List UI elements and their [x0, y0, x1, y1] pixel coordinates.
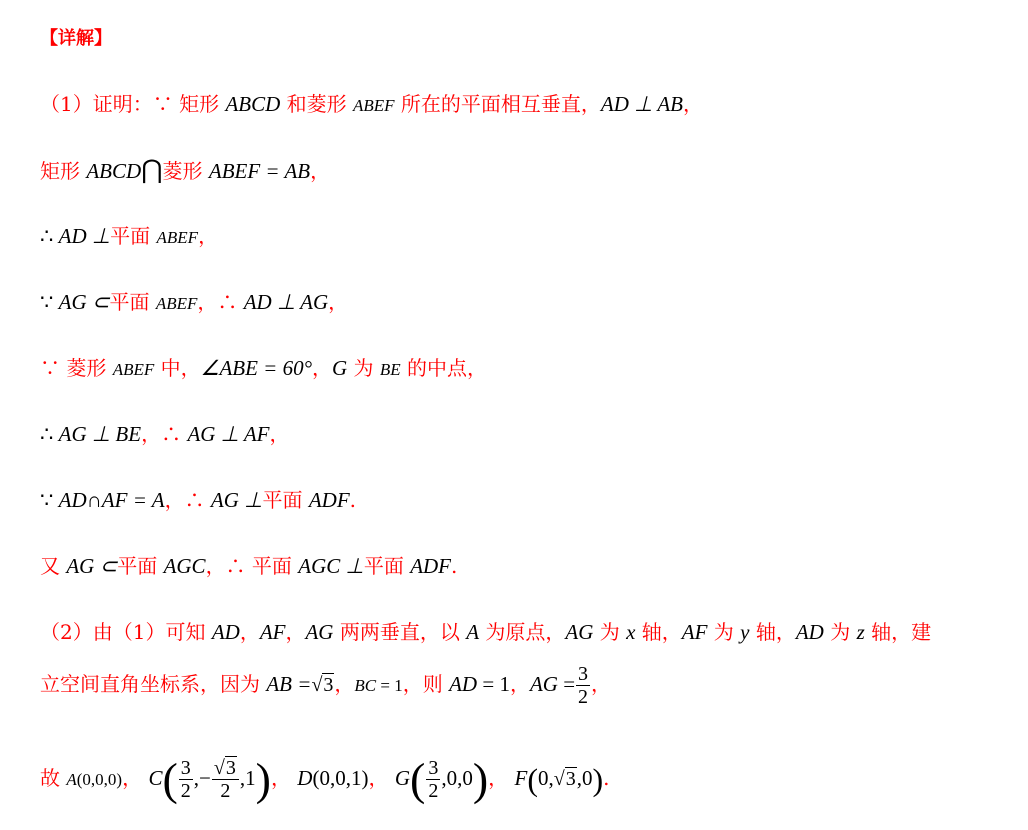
text: （2）由（1）可知: [40, 620, 212, 644]
math: D: [297, 766, 313, 790]
math: AD ⊥: [58, 224, 111, 248]
math: ,1: [239, 766, 256, 790]
sqrt-3: √3: [553, 768, 576, 790]
numerator: 3: [428, 757, 439, 779]
text: 和菱形: [280, 92, 353, 116]
math: AG ⊂: [66, 554, 118, 578]
intersection-symbol: ⋂: [141, 155, 163, 184]
math: ABEF: [155, 294, 198, 313]
line-9: [40, 618, 931, 646]
text: ，: [368, 766, 389, 790]
therefore-symbol: ∴: [40, 422, 59, 446]
fraction: [426, 757, 440, 802]
text: 的中点，: [400, 356, 488, 380]
math: = 1: [477, 672, 510, 696]
numerator: 3: [180, 757, 191, 779]
math: AGC ⊥: [298, 554, 364, 578]
math: AD: [795, 620, 824, 644]
math: y: [740, 620, 750, 644]
numerator: [212, 757, 239, 780]
fraction: [179, 757, 193, 802]
fraction: [212, 757, 239, 802]
text: ，: [334, 672, 355, 696]
radicand: 3: [565, 768, 576, 790]
because-symbol: ∵: [40, 488, 59, 512]
line-3: [40, 222, 218, 252]
math: AG ⊥ AF: [187, 422, 270, 446]
text: ，∴: [141, 422, 188, 446]
math: ADF: [410, 554, 452, 578]
math: AD ⊥ AB: [600, 92, 683, 116]
text: 为: [347, 356, 380, 380]
denominator: 2: [428, 780, 439, 802]
text: 平面: [363, 554, 411, 578]
text: 平面: [110, 224, 157, 248]
text: ，则: [402, 672, 450, 696]
math: =: [557, 672, 576, 696]
fraction: [576, 663, 590, 708]
math: G: [332, 356, 348, 380]
text: 两两垂直，以: [333, 620, 467, 644]
math: ABEF: [156, 228, 199, 247]
math: AD∩AF = A: [58, 488, 165, 512]
math: AF: [259, 620, 286, 644]
because-symbol: ∵: [40, 290, 59, 314]
text: ，: [509, 672, 530, 696]
math: ABEF: [353, 96, 395, 115]
math: (0,0,0): [76, 770, 123, 789]
math: AG: [565, 620, 594, 644]
text: ，: [270, 766, 291, 790]
line-10: [40, 662, 611, 708]
line-1: [40, 90, 703, 120]
math: BE: [379, 360, 401, 379]
math: ,−: [193, 766, 211, 790]
text: 轴，: [749, 620, 796, 644]
sqrt-3: √3: [213, 757, 236, 779]
text: .: [451, 554, 458, 578]
math: A: [466, 620, 480, 644]
math: ABCD: [225, 92, 281, 116]
text: 又: [40, 554, 67, 578]
text: ，: [198, 224, 219, 248]
denominator: 2: [578, 686, 589, 708]
line-11: [40, 750, 610, 808]
math: AF: [681, 620, 708, 644]
denominator: 2: [220, 780, 231, 802]
left-paren: (: [410, 753, 426, 805]
math: AD: [211, 620, 240, 644]
text: ，: [122, 766, 143, 790]
text: .: [603, 766, 610, 790]
text: ，: [682, 92, 703, 116]
math: 0,: [538, 766, 554, 790]
math: AGC: [163, 554, 206, 578]
math: = 1: [376, 676, 403, 695]
math: ,0,0: [441, 766, 473, 790]
math: BC: [354, 676, 377, 695]
text: ，∴: [197, 290, 244, 314]
left-paren: (: [162, 753, 178, 805]
denominator: 2: [180, 780, 191, 802]
text: 矩形: [40, 159, 87, 183]
numerator: 3: [578, 663, 589, 685]
math: G: [394, 766, 410, 790]
math: ABEF = AB: [208, 159, 311, 183]
math: AG ⊥ BE: [58, 422, 142, 446]
math: AD ⊥ AG: [243, 290, 329, 314]
math: x: [626, 620, 636, 644]
math: AG ⊥: [210, 488, 263, 512]
text: .: [349, 488, 357, 512]
left-paren: (: [527, 761, 538, 798]
text: （1）证明：∵ 矩形: [40, 92, 226, 116]
text: 菱形: [162, 159, 209, 183]
text: 中，: [154, 356, 201, 380]
text: ，: [591, 672, 612, 696]
math: ABEF: [112, 360, 155, 379]
text: ，: [269, 422, 290, 446]
text: 轴，: [635, 620, 682, 644]
sqrt-3: √3: [311, 674, 334, 696]
line-8: [40, 552, 457, 580]
text: 为原点，: [479, 620, 566, 644]
math: (0,0,1): [312, 766, 369, 790]
math: AG: [305, 620, 334, 644]
right-paren: ): [592, 761, 604, 798]
text: ，: [312, 356, 333, 380]
text: 所在的平面相互垂直，: [394, 92, 601, 116]
line-2: [40, 156, 330, 185]
math: AD: [449, 672, 478, 696]
line-5: [40, 354, 487, 384]
right-paren: ): [472, 753, 489, 805]
section-heading: 【详解】: [40, 28, 112, 49]
math: ,0: [576, 766, 593, 790]
text: ，: [239, 620, 260, 644]
math: A: [66, 770, 77, 789]
text: ，: [488, 766, 509, 790]
math: C: [148, 766, 163, 790]
text: 平面: [262, 488, 309, 512]
text: ，∴ 平面: [205, 554, 299, 578]
math: AB =: [266, 672, 312, 696]
text: ，: [285, 620, 306, 644]
math: AG ⊂: [58, 290, 110, 314]
text: ，: [310, 159, 331, 183]
math: z: [856, 620, 865, 644]
text: 为: [707, 620, 741, 644]
text: 立空间直角坐标系，因为: [40, 672, 267, 696]
math: ABCD: [86, 159, 142, 183]
radicand: 3: [323, 674, 334, 696]
radicand: 3: [225, 757, 236, 779]
therefore-symbol: ∴: [40, 224, 59, 248]
line-7: [40, 486, 356, 514]
text: ，: [328, 290, 349, 314]
math: ∠ABE = 60°: [200, 356, 313, 380]
text: 为: [823, 620, 857, 644]
math: F: [514, 766, 528, 790]
text: 平面: [117, 554, 164, 578]
math: AG: [529, 672, 558, 696]
text: 故: [40, 766, 67, 790]
text: 平面: [109, 290, 156, 314]
line-6: [40, 420, 290, 448]
right-paren: ): [255, 753, 271, 805]
text: 轴，建: [864, 620, 932, 644]
math: ADF: [308, 488, 350, 512]
line-4: [40, 288, 348, 318]
text: ∵ 菱形: [40, 356, 113, 380]
text: ，∴: [164, 488, 211, 512]
text: 为: [593, 620, 627, 644]
